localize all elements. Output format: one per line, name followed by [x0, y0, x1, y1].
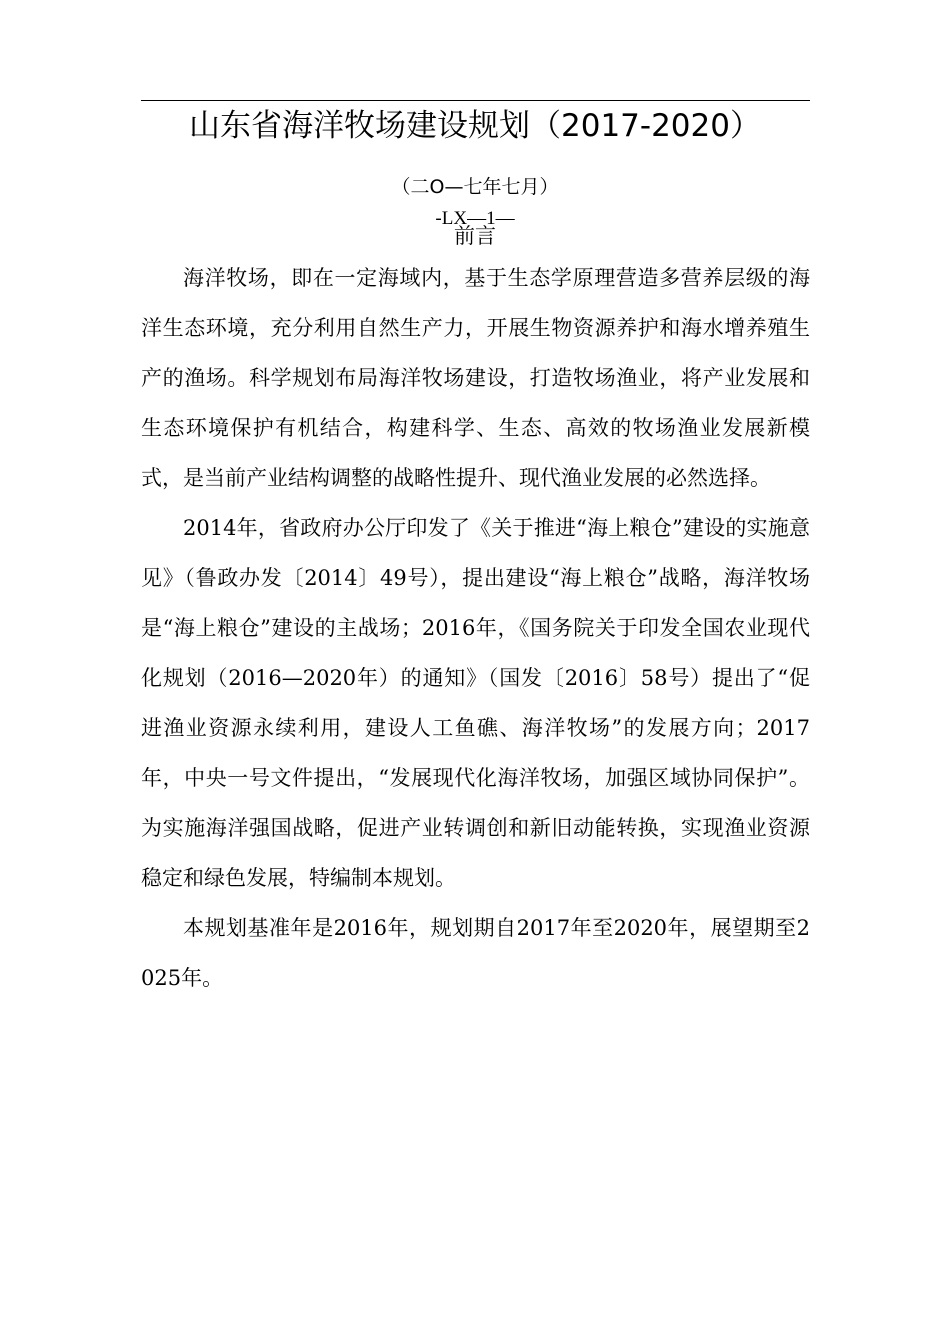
preface-body	[141, 253, 810, 1003]
document-title: 山东省海洋牧场建设规划（2017-2020）	[189, 108, 761, 144]
section-heading-preface: 前言	[454, 224, 496, 248]
document-date: （二O—七年七月）	[391, 176, 559, 198]
header-rule	[141, 100, 810, 101]
page-marker: -LX—1—	[435, 208, 515, 229]
paragraph: 海洋牧场，即在一定海域内，基于生态学原理营造多营养层级的海洋生态环境，充分利用自然生产力，开展生物资源养护和海水增养殖生产的渔场。科学规划布局海洋牧场建设，打造牧场渔业，将产业发展和生态环境保护有机结合，构建科学、生态、高效的牧场渔业发展新模式，是当前产业结构调整的战略性提升、现代渔业发展的必然选择。	[141, 266, 810, 490]
paragraph: 2014年，省政府办公厅印发了《关于推进“海上粮仓”建设的实施意见》（鲁政办发〔2014〕49号），提出建设“海上粮仓”战略，海洋牧场是“海上粮仓”建设的主战场；2016年，《国务院关于印发全国农业现代化规划（2016—2020年）的通知》（国发〔2016〕58号）提出了“促进渔业资源永续利用，建设人工鱼礁、海洋牧场”的发展方向；2017年，中央一号文件提出，“发展现代化海洋牧场，加强区域协同保护”。为实施海洋强国战略，促进产业转调创和新旧动能转换，实现渔业资源稳定和绿色发展，特编制本规划。	[141, 516, 810, 890]
paragraph: 本规划基准年是2016年，规划期自2017年至2020年，展望期至2025年。	[141, 916, 810, 990]
